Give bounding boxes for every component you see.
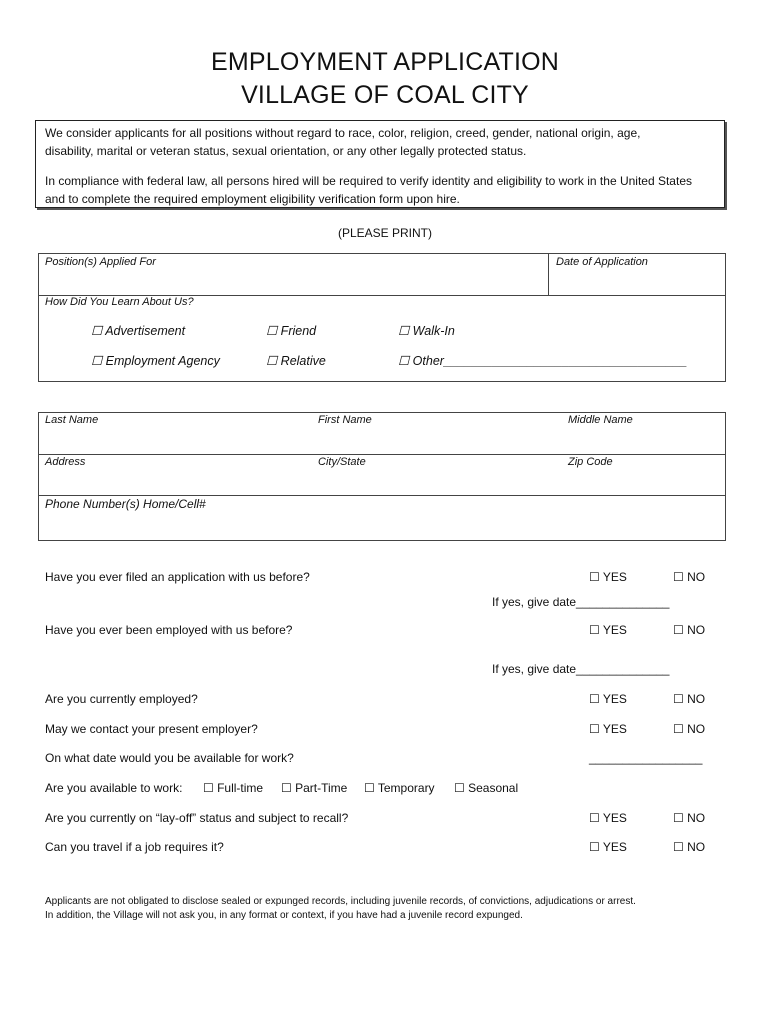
question-filed-before: Have you ever filed an application with us before? bbox=[45, 570, 310, 584]
option-employment-agency-checkbox[interactable]: ☐ Employment Agency bbox=[91, 354, 220, 368]
filed-before-yes-checkbox[interactable]: ☐ YES bbox=[589, 570, 627, 584]
date-of-application-field[interactable]: Date of Application bbox=[556, 256, 648, 268]
question-layoff: Are you currently on “lay-off” status and subject to recall? bbox=[45, 811, 349, 825]
travel-yes-checkbox[interactable]: ☐ YES bbox=[589, 840, 627, 854]
contact-employer-yes-checkbox[interactable]: ☐ YES bbox=[589, 722, 627, 736]
last-name-field[interactable]: Last Name bbox=[45, 414, 99, 426]
personal-row-divider-2 bbox=[38, 495, 726, 496]
question-available-to-work: Are you available to work: bbox=[45, 781, 183, 795]
question-contact-employer: May we contact your present employer? bbox=[45, 722, 258, 736]
question-employed-before: Have you ever been employed with us before? bbox=[45, 623, 293, 637]
footer-line1: Applicants are not obligated to disclose sealed or expunged records, including juvenile records, of convictions, adjudications or arrest. bbox=[45, 896, 636, 907]
notice-p2-line2: and to complete the required employment eligibility verification form upon hire. bbox=[45, 192, 460, 206]
employed-before-yes-checkbox[interactable]: ☐ YES bbox=[589, 623, 627, 637]
eeo-notice-box bbox=[35, 120, 725, 208]
full-time-checkbox[interactable]: ☐ Full-time bbox=[203, 781, 264, 795]
travel-no-checkbox[interactable]: ☐ NO bbox=[673, 840, 706, 854]
notice-p2-line1: In compliance with federal law, all persons hired will be required to verify identity and eligibility to work in the United States bbox=[45, 174, 692, 188]
currently-employed-no-checkbox[interactable]: ☐ NO bbox=[673, 692, 706, 706]
available-date-field[interactable]: _________________ bbox=[589, 751, 703, 765]
question-currently-employed: Are you currently employed? bbox=[45, 692, 198, 706]
personal-row-divider-1 bbox=[38, 454, 726, 455]
first-name-field[interactable]: First Name bbox=[318, 414, 372, 426]
notice-p1-line2: disability, marital or veteran status, sexual orientation, or any other legally protected status. bbox=[45, 144, 527, 158]
position-applied-field[interactable]: Position(s) Applied For bbox=[45, 256, 156, 268]
how-learn-label: How Did You Learn About Us? bbox=[45, 296, 194, 308]
currently-employed-yes-checkbox[interactable]: ☐ YES bbox=[589, 692, 627, 706]
page-title-line1: EMPLOYMENT APPLICATION bbox=[210, 48, 559, 76]
temporary-checkbox[interactable]: ☐ Temporary bbox=[364, 781, 435, 795]
question-travel: Can you travel if a job requires it? bbox=[45, 840, 224, 854]
address-field[interactable]: Address bbox=[45, 456, 86, 468]
option-relative-checkbox[interactable]: ☐ Relative bbox=[266, 354, 326, 368]
contact-employer-no-checkbox[interactable]: ☐ NO bbox=[673, 722, 706, 736]
option-other-checkbox[interactable]: ☐ Other___________________________________ bbox=[398, 354, 688, 368]
option-walk-in-checkbox[interactable]: ☐ Walk-In bbox=[398, 324, 455, 338]
notice-p1-line1: We consider applicants for all positions without regard to race, color, religion, creed, gender, national origin, age, bbox=[45, 126, 641, 140]
city-state-field[interactable]: City/State bbox=[318, 456, 366, 468]
please-print-label: (PLEASE PRINT) bbox=[337, 226, 433, 240]
position-divider bbox=[548, 253, 549, 296]
middle-name-field[interactable]: Middle Name bbox=[568, 414, 633, 426]
footer-line2: In addition, the Village will not ask you, in any format or context, if you have had a juvenile record expunged. bbox=[45, 910, 523, 921]
option-friend-checkbox[interactable]: ☐ Friend bbox=[266, 324, 317, 338]
zip-code-field[interactable]: Zip Code bbox=[568, 456, 613, 468]
option-advertisement-checkbox[interactable]: ☐ Advertisement bbox=[91, 324, 186, 338]
personal-info-section bbox=[38, 412, 726, 541]
filed-before-no-checkbox[interactable]: ☐ NO bbox=[673, 570, 706, 584]
question-available-date: On what date would you be available for work? bbox=[45, 751, 294, 765]
layoff-yes-checkbox[interactable]: ☐ YES bbox=[589, 811, 627, 825]
filed-before-date-field[interactable]: If yes, give date______________ bbox=[492, 595, 670, 609]
seasonal-checkbox[interactable]: ☐ Seasonal bbox=[454, 781, 519, 795]
employed-before-date-field[interactable]: If yes, give date______________ bbox=[492, 662, 670, 676]
layoff-no-checkbox[interactable]: ☐ NO bbox=[673, 811, 706, 825]
employed-before-no-checkbox[interactable]: ☐ NO bbox=[673, 623, 706, 637]
page-title-line2: VILLAGE OF COAL CITY bbox=[241, 81, 529, 109]
part-time-checkbox[interactable]: ☐ Part-Time bbox=[281, 781, 348, 795]
phone-number-field[interactable]: Phone Number(s) Home/Cell# bbox=[45, 497, 206, 511]
